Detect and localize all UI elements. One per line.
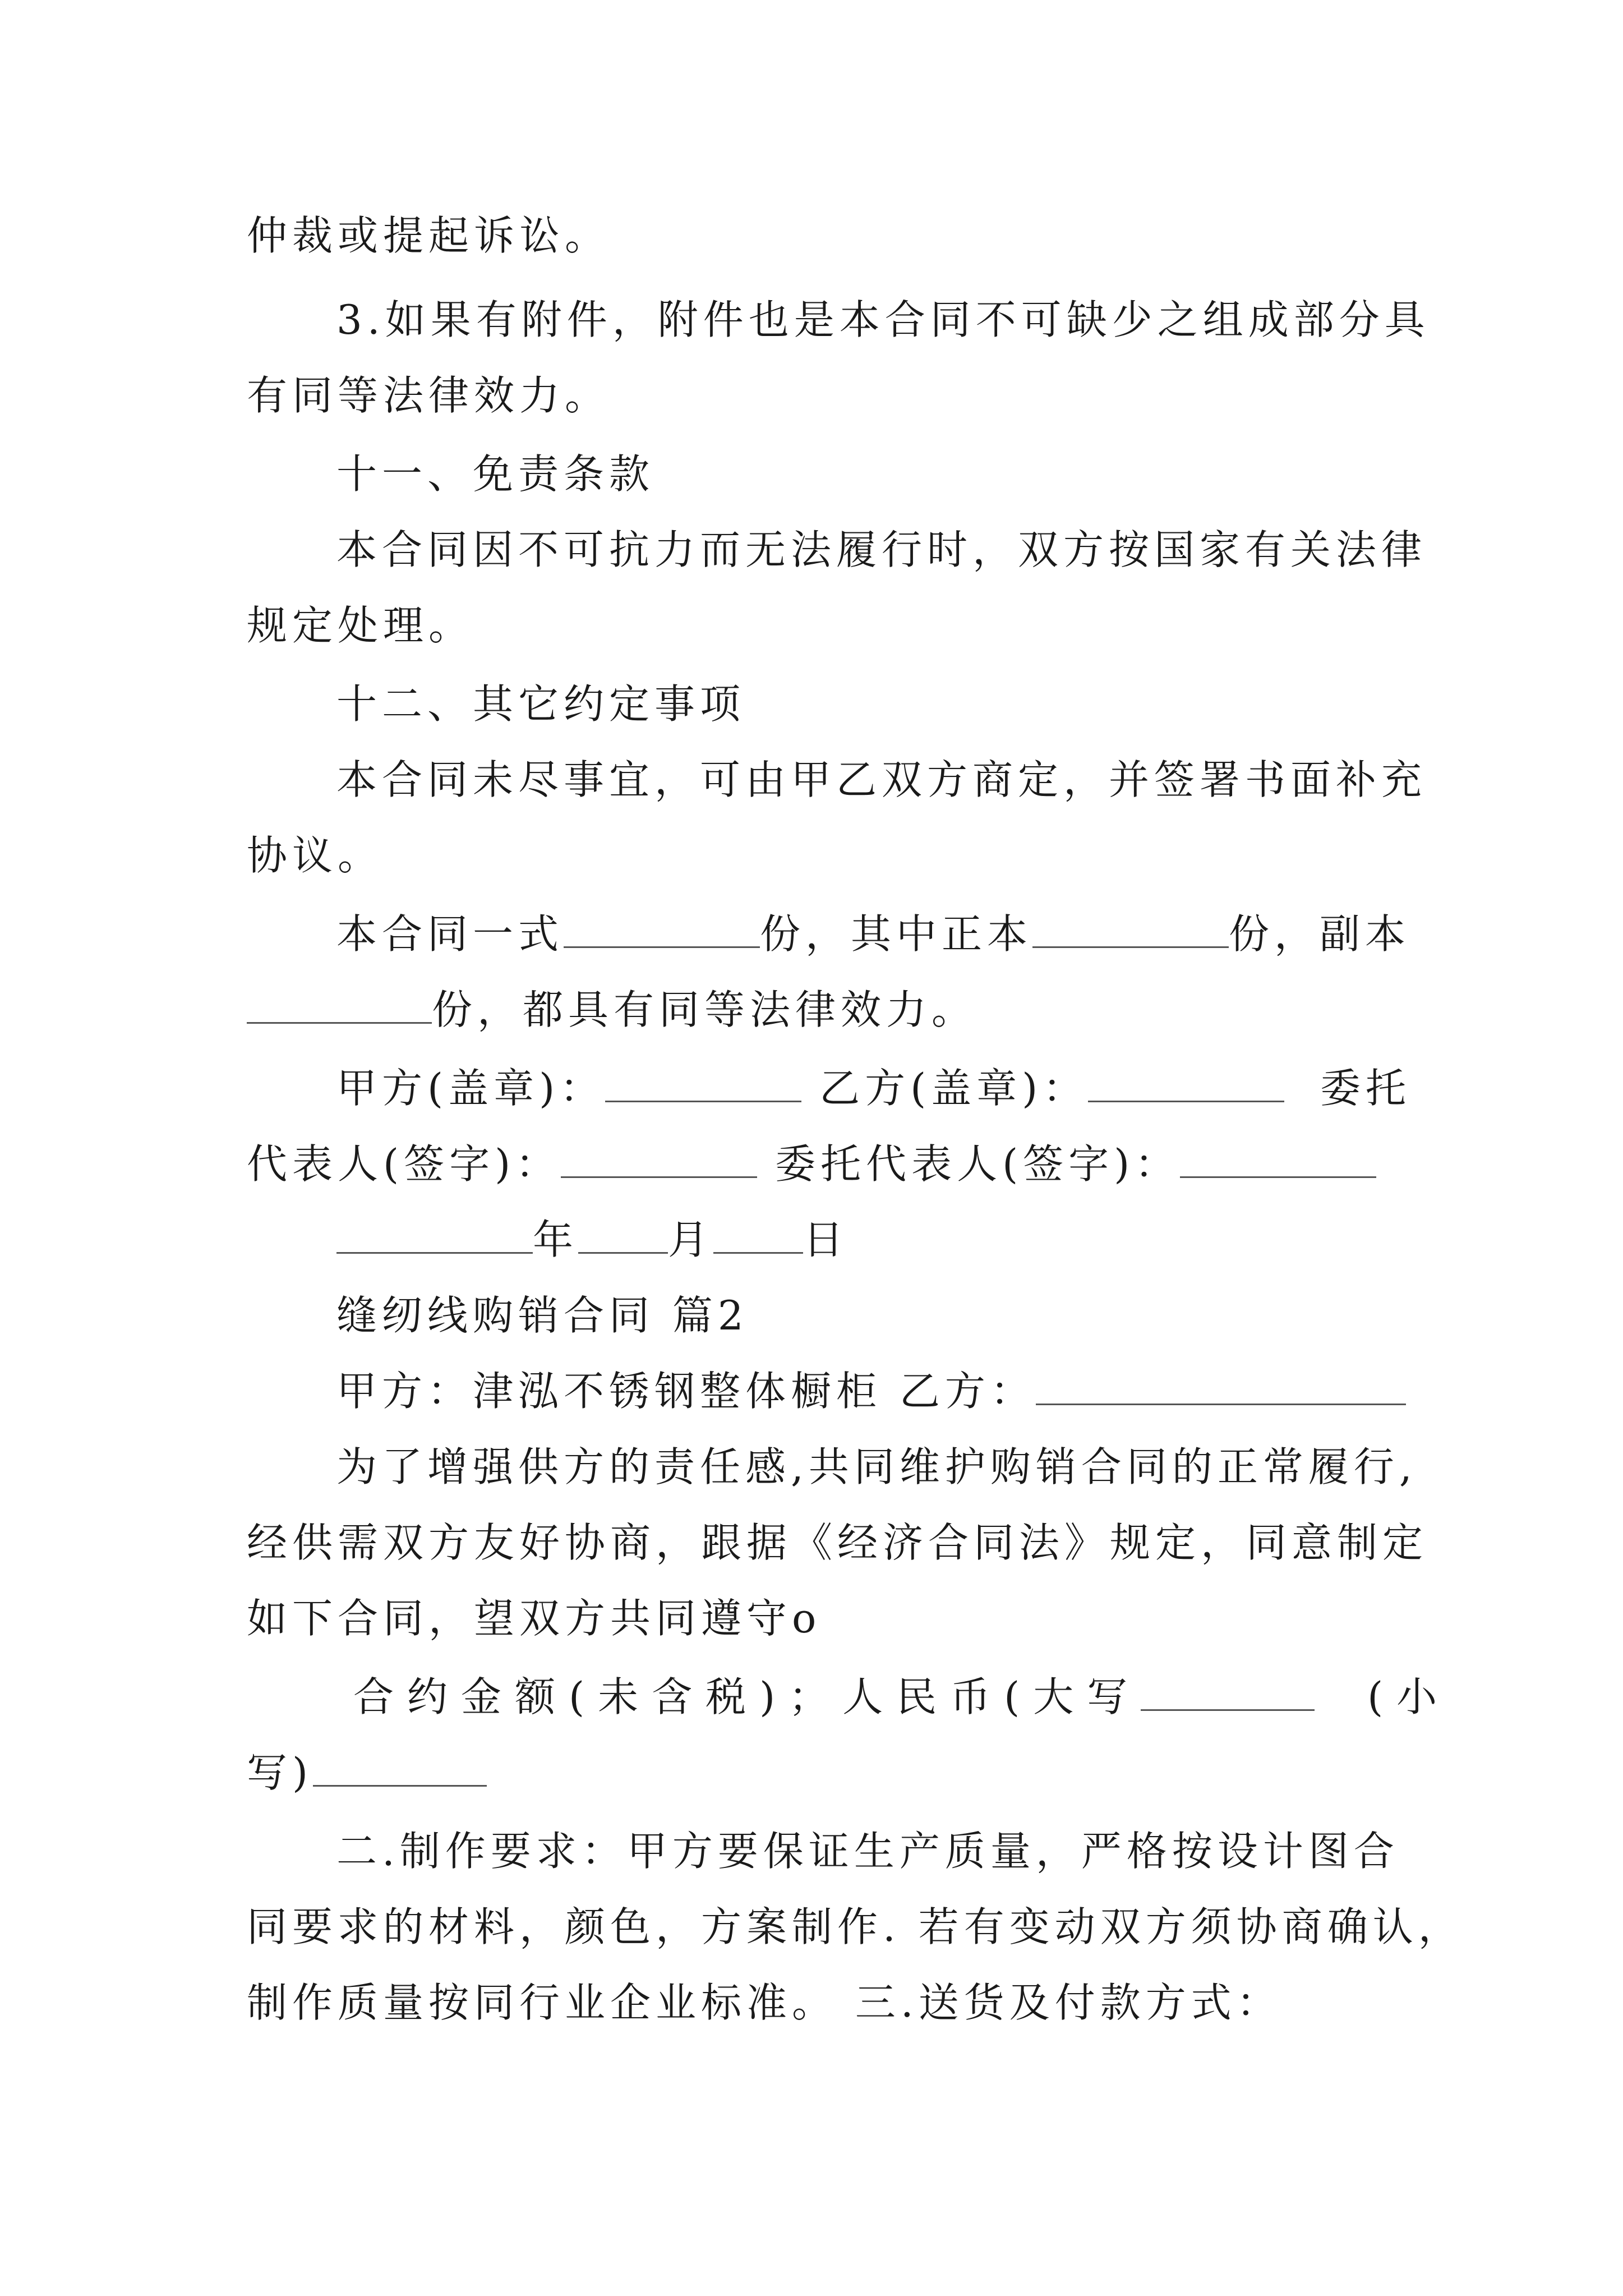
text-line: 协议。 <box>247 832 384 879</box>
text-line: 本合同未尽事宜，可由甲乙双方商定，并签署书面补充 <box>336 756 1427 803</box>
text-line: 制作质量按同行业企业标准。 三.送货及付款方式： <box>247 1979 1282 2026</box>
amount-line <box>353 1672 1450 1722</box>
party-a-name: 甲方：津泓不锈钢整体橱柜 <box>336 1368 882 1415</box>
year-label: 年 <box>533 1216 579 1263</box>
text-line: 规定处理。 <box>247 602 474 649</box>
copies-text: 本合同一式 <box>336 910 564 958</box>
delegate-b-label: 委托代表人(签字)： <box>775 1140 1181 1188</box>
day-label: 日 <box>803 1216 849 1263</box>
text-line: 同要求的材料，颜色，方案制作. 若有变动双方须协商确认， <box>247 1903 1464 1950</box>
blank-field <box>564 912 760 948</box>
blank-field <box>1032 912 1229 948</box>
amount-text: 合约金额(未含税)；人民币(大写 <box>353 1673 1141 1720</box>
parties-line <box>336 1366 1406 1416</box>
blank-field <box>578 1217 668 1254</box>
blank-field <box>1088 1066 1284 1102</box>
contract-title: 缝纫线购销合同 篇2 <box>336 1292 749 1339</box>
text-line: 如下合同，望双方共同遵守o <box>247 1595 822 1642</box>
text-line: 经供需双方友好协商，跟据《经济合同法》规定，同意制定 <box>247 1519 1428 1566</box>
section-heading: 十二、其它约定事项 <box>336 680 746 728</box>
copies-text: 份，都具有同等法律效力。 <box>432 986 978 1033</box>
text-line: 为了增强供方的责任感,共同维护购销合同的正常履行, <box>336 1443 1417 1490</box>
blank-field <box>1036 1369 1406 1405</box>
copies-line <box>336 909 1410 959</box>
amount-text: 写) <box>247 1749 313 1796</box>
blank-field <box>1141 1674 1315 1711</box>
text-line: 本合同因不可抗力而无法履行时，双方按国家有关法律 <box>336 526 1427 573</box>
blank-field <box>313 1750 487 1787</box>
amount-line <box>247 1747 487 1798</box>
blank-field <box>605 1066 801 1102</box>
delegate-label: 委托 <box>1320 1065 1412 1112</box>
blank-field <box>713 1217 803 1254</box>
party-a-seal-label: 甲方(盖章)： <box>336 1065 606 1112</box>
text-line: 二.制作要求：甲方要保证生产质量，严格按设计图合 <box>336 1828 1399 1875</box>
text-line: 有同等法律效力。 <box>247 372 611 419</box>
blank-field <box>1180 1142 1376 1178</box>
blank-field <box>247 987 432 1024</box>
date-line <box>336 1214 849 1265</box>
month-label: 月 <box>668 1216 714 1263</box>
amount-text: (小 <box>1367 1673 1451 1720</box>
signature-line <box>247 1139 1376 1189</box>
blank-field <box>561 1142 757 1178</box>
section-heading: 十一、免责条款 <box>336 450 655 498</box>
signature-line <box>336 1063 1411 1114</box>
text-line: 3.如果有附件，附件也是本合同不可缺少之组成部分具 <box>336 296 1430 343</box>
copies-line <box>247 984 977 1035</box>
party-b-seal-label: 乙方(盖章)： <box>819 1065 1089 1112</box>
party-b-label: 乙方： <box>899 1368 1036 1415</box>
delegate-label: 代表人(签字)： <box>247 1140 561 1188</box>
copies-text: 份，其中正本 <box>760 910 1033 958</box>
text-line: 仲裁或提起诉讼。 <box>247 212 611 259</box>
copies-text: 份，副本 <box>1229 910 1411 958</box>
blank-field <box>336 1217 533 1254</box>
